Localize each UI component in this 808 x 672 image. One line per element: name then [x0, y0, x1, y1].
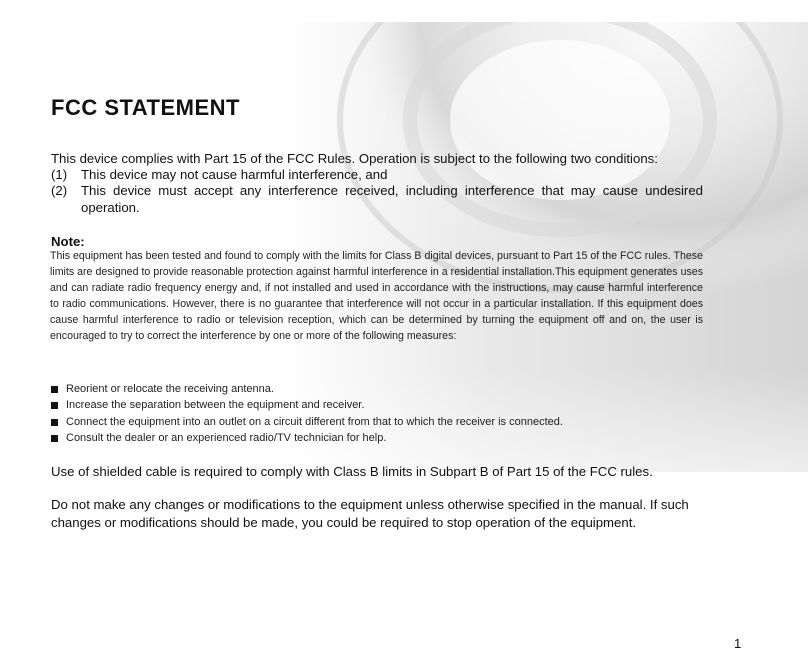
condition-text: This device may not cause harmful interference, and	[81, 167, 388, 182]
condition-number: (1)	[51, 167, 68, 182]
condition-number: (2)	[51, 183, 68, 198]
intro-text: This device complies with Part 15 of the FCC Rules. Operation is subject to the following two conditions:	[51, 151, 658, 166]
square-bullet-icon	[51, 402, 58, 409]
note-heading: Note:	[51, 234, 85, 249]
square-bullet-icon	[51, 419, 58, 426]
list-item: Reorient or relocate the receiving antenna.	[51, 381, 703, 397]
condition-text: This device must accept any interference received, including interference that may cause undesired operation.	[81, 183, 703, 215]
shielded-cable-text: Use of shielded cable is required to comply with Class B limits in Subpart B of Part 15 of the FCC rules.	[51, 464, 653, 479]
modifications-text: Do not make any changes or modifications to the equipment unless otherwise specified in the manual. If such changes or modifications should be made, you could be required to stop operation of the equipment.	[51, 497, 689, 530]
square-bullet-icon	[51, 435, 58, 442]
condition-item	[51, 166, 703, 183]
measures-list	[51, 381, 703, 447]
list-item: Connect the equipment into an outlet on a circuit different from that to which the receiver is connected.	[51, 414, 703, 430]
condition-item	[51, 182, 703, 216]
list-item: Consult the dealer or an experienced radio/TV technician for help.	[51, 430, 703, 446]
list-item: Increase the separation between the equipment and receiver.	[51, 397, 703, 413]
page-title: FCC STATEMENT	[51, 95, 240, 120]
page-number: 1	[734, 636, 742, 651]
square-bullet-icon	[51, 386, 58, 393]
note-body: This equipment has been tested and found to comply with the limits for Class B digital devices, pursuant to Part 15 of the FCC rules. These limits are designed to provide reasonable protection against harmful interference in a residential installation.This equipment generates uses and can radiate radio frequency energy and, if not installed and used in accordance with the instructions, may cause harmful interference to radio communications. However, there is no guarantee that interference will not occur in a particular installation. If this equipment does cause harmful interference to radio or television reception, which can be determined by turning the equipment off and on, the user is encouraged to try to correct the interference by one or more of the following measures:	[50, 250, 703, 342]
